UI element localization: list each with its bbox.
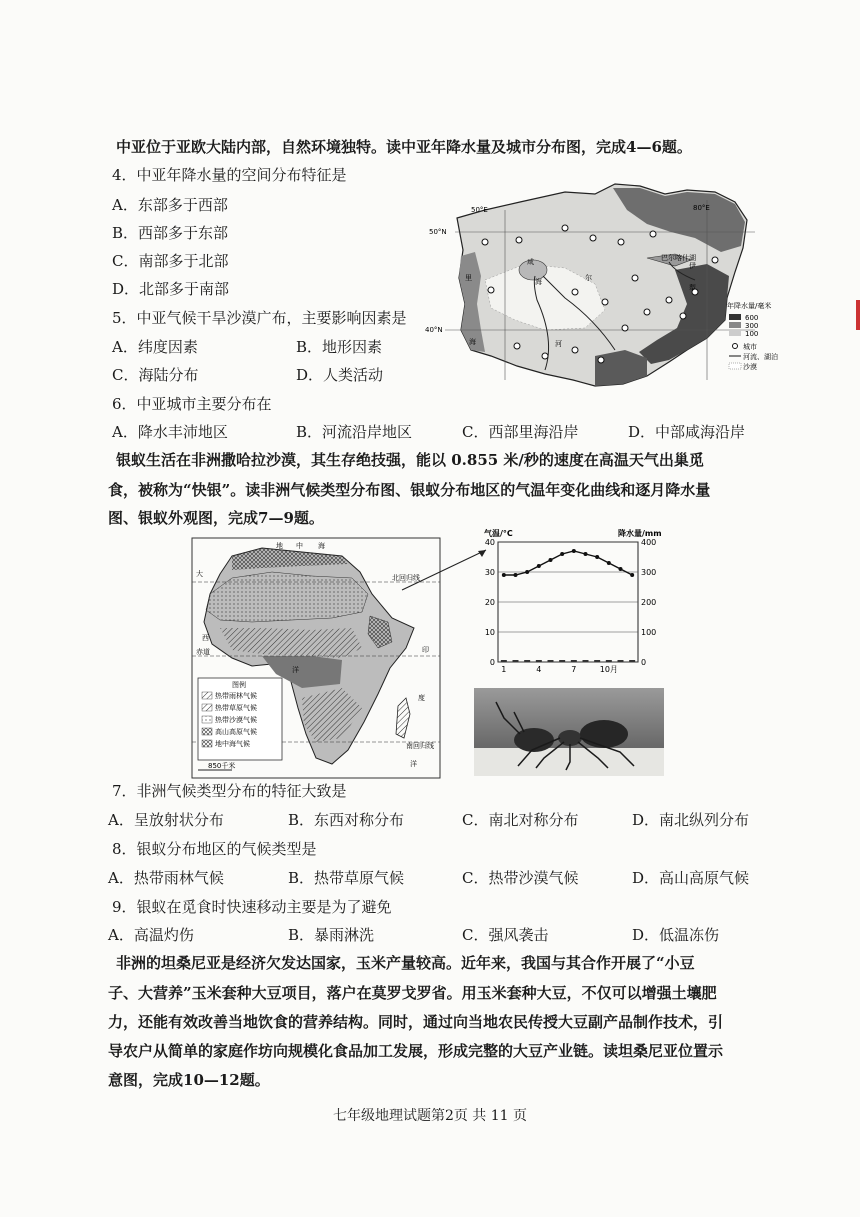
q7-option-d[interactable]: D．南北纵列分布 [632, 811, 750, 829]
svg-text:河流、湖泊: 河流、湖泊 [743, 353, 778, 361]
q4-option-b[interactable]: B．西部多于东部 [112, 224, 229, 242]
intro-silver-ant-line1: 银蚁生活在非洲撒哈拉沙漠，其生存绝技强，能以 0.855 米/秒的速度在高温天气出巢觅 [116, 451, 704, 469]
ytick-left: 10 [484, 628, 495, 637]
ytick-right: 400 [641, 538, 657, 547]
precip-bar [536, 660, 542, 662]
lon-label-80e: 80°E [693, 204, 710, 212]
label-hai: 海 [318, 542, 325, 550]
q8-option-b[interactable]: B．热带草原气候 [288, 869, 405, 887]
q9-option-a[interactable]: A．高温灼伤 [108, 926, 194, 944]
svg-text:热带雨林气候: 热带雨林气候 [215, 692, 257, 700]
label-da: 大 [196, 570, 203, 578]
label-yang-2: 洋 [410, 760, 417, 768]
scale-label: 850千米 [208, 762, 236, 770]
place-er: 尔 [585, 274, 592, 282]
place-hai-2: 海 [469, 338, 476, 346]
ytick-right: 200 [641, 598, 657, 607]
temperature-point [630, 573, 634, 577]
ytick-right: 0 [641, 658, 647, 667]
q5-option-d[interactable]: D．人类活动 [296, 366, 384, 384]
q7-option-a[interactable]: A．呈放射状分布 [108, 811, 224, 829]
q4-option-a[interactable]: A．东部多于西部 [112, 196, 228, 214]
temperature-line [504, 551, 632, 575]
intro-tanzania-line3: 力，还能有效改善当地饮食的营养结构。同时，通过向当地农民传授大豆副产品制作技术，引 [108, 1013, 724, 1031]
q6-stem: 6．中亚城市主要分布在 [112, 395, 272, 413]
label-tropic-north: 北回归线 [392, 574, 420, 582]
place-yi: 伊 [689, 262, 696, 270]
svg-text:热带草原气候: 热带草原气候 [215, 704, 257, 712]
precip-bar [501, 660, 507, 662]
svg-text:年降水量/毫米: 年降水量/毫米 [727, 302, 772, 310]
intro-silver-ant-line3: 图、银蚁外观图，完成7—9题。 [108, 509, 324, 527]
label-equator: 赤道 [196, 648, 210, 656]
precip-bar [618, 660, 624, 662]
ytick-left: 20 [484, 598, 495, 607]
q6-option-d[interactable]: D．中部咸海沿岸 [628, 423, 746, 441]
temperature-point [560, 552, 564, 556]
svg-text:图例: 图例 [232, 681, 246, 689]
temperature-point [572, 549, 576, 553]
precip-bar [629, 660, 635, 662]
q5-option-c[interactable]: C．海陆分布 [112, 366, 199, 384]
q5-option-a[interactable]: A．纬度因素 [112, 338, 198, 356]
q7-option-b[interactable]: B．东西对称分布 [288, 811, 405, 829]
scan-edge-mark [856, 300, 860, 330]
precip-bar [606, 660, 612, 662]
xtick: 10月 [599, 665, 618, 674]
q6-option-c[interactable]: C．西部里海沿岸 [462, 423, 579, 441]
temperature-point [525, 570, 529, 574]
q9-stem: 9．银蚁在觅食时快速移动主要是为了避免 [112, 898, 392, 916]
q6-option-a[interactable]: A．降水丰沛地区 [112, 423, 228, 441]
ytick-left: 40 [484, 538, 495, 547]
label-xi: 西 [202, 634, 209, 642]
label-tropic-south: 南回归线 [406, 742, 434, 750]
page-footer: 七年级地理试题第2页 共 11 页 [332, 1108, 528, 1124]
q6-option-b[interactable]: B．河流沿岸地区 [296, 423, 413, 441]
intro-tanzania-line1: 非洲的坦桑尼亚是经济欠发达国家，玉米产量较高。近年来，我国与其合作开展了“小豆 [116, 954, 695, 972]
precip-bar [571, 660, 577, 662]
svg-text:100: 100 [745, 330, 759, 338]
q4-option-d[interactable]: D．北部多于南部 [112, 280, 230, 298]
intro-central-asia: 中亚位于亚欧大陆内部，自然环境独特。读中亚年降水量及城市分布图，完成4—6题。 [116, 138, 692, 156]
xtick: 1 [501, 665, 507, 674]
place-xian: 咸 [527, 258, 534, 266]
svg-text:地中海气候: 地中海气候 [215, 740, 250, 748]
temperature-point [607, 561, 611, 565]
ytick-right: 100 [641, 628, 657, 637]
q9-option-d[interactable]: D．低温冻伤 [632, 926, 720, 944]
svg-text:热带沙漠气候: 热带沙漠气候 [215, 716, 257, 724]
precip-bar [583, 660, 589, 662]
climate-chart [468, 524, 668, 674]
q9-option-b[interactable]: B．暴雨淋洗 [288, 926, 375, 944]
q5-option-b[interactable]: B．地形因素 [296, 338, 383, 356]
central-asia-map [425, 180, 778, 400]
svg-text:沙漠: 沙漠 [743, 363, 757, 371]
svg-text:城市: 城市 [743, 343, 757, 351]
q8-option-d[interactable]: D．高山高原气候 [632, 869, 750, 887]
svg-text:600: 600 [745, 314, 759, 322]
q4-stem: 4．中亚年降水量的空间分布特征是 [112, 166, 347, 184]
lat-label-40n: 40°N [425, 326, 443, 334]
climate-chart-svg [468, 524, 668, 674]
precip-bar [548, 660, 554, 662]
precip-bar [559, 660, 565, 662]
q8-stem: 8．银蚁分布地区的气候类型是 [112, 840, 317, 858]
q8-option-a[interactable]: A．热带雨林气候 [108, 869, 224, 887]
place-he: 河 [555, 340, 562, 348]
silver-ant-photo [474, 688, 664, 776]
intro-tanzania-line4: 导农户从简单的家庭作坊向规模化食品加工发展，形成完整的大豆产业链。读坦桑尼亚位置示 [108, 1042, 724, 1060]
temperature-point [537, 564, 541, 568]
ytick-right: 300 [641, 568, 657, 577]
q5-stem: 5．中亚气候干旱沙漠广布，主要影响因素是 [112, 309, 407, 327]
temperature-point [502, 573, 506, 577]
q7-option-c[interactable]: C．南北对称分布 [462, 811, 579, 829]
lat-label-50n: 50°N [429, 228, 447, 236]
ylabel-right: 降水量/mm [618, 529, 662, 538]
ytick-left: 30 [484, 568, 495, 577]
ytick-left: 0 [489, 658, 495, 667]
place-hai: 海 [535, 278, 542, 286]
place-balkhash: 巴尔喀什湖 [661, 254, 696, 262]
precip-bar [524, 660, 530, 662]
label-zhong: 中 [296, 542, 303, 550]
place-li: 里 [465, 274, 472, 282]
q8-option-c[interactable]: C．热带沙漠气候 [462, 869, 579, 887]
temperature-point [584, 552, 588, 556]
label-di: 地 [276, 542, 283, 550]
label-yang: 洋 [292, 666, 299, 674]
place-li-2: 犁 [689, 284, 696, 292]
intro-tanzania-line5: 意图，完成10—12题。 [108, 1071, 270, 1089]
xtick: 4 [536, 665, 542, 674]
temperature-point [595, 555, 599, 559]
temperature-point [619, 567, 623, 571]
svg-text:300: 300 [745, 322, 759, 330]
precip-bar [594, 660, 600, 662]
q4-option-c[interactable]: C．南部多于北部 [112, 252, 229, 270]
label-yin: 印 [422, 646, 429, 654]
intro-tanzania-line2: 子、大营养”玉米套种大豆项目，落户在莫罗戈罗省。用玉米套种大豆，不仅可以增强土壤肥 [108, 984, 717, 1002]
svg-text:高山高原气候: 高山高原气候 [215, 728, 257, 736]
ylabel-left: 气温/°C [484, 529, 513, 538]
temperature-point [514, 573, 518, 577]
precip-bar [513, 660, 519, 662]
intro-silver-ant-line2: 食，被称为“快银”。读非洲气候类型分布图、银蚁分布地区的气温年变化曲线和逐月降水量 [108, 481, 711, 499]
label-du: 度 [418, 694, 425, 702]
temperature-point [549, 558, 553, 562]
q7-stem: 7．非洲气候类型分布的特征大致是 [112, 782, 347, 800]
q9-option-c[interactable]: C．强风袭击 [462, 926, 549, 944]
africa-legend [198, 678, 282, 760]
lon-label-50e: 50°E [471, 206, 488, 214]
xtick: 7 [571, 665, 577, 674]
